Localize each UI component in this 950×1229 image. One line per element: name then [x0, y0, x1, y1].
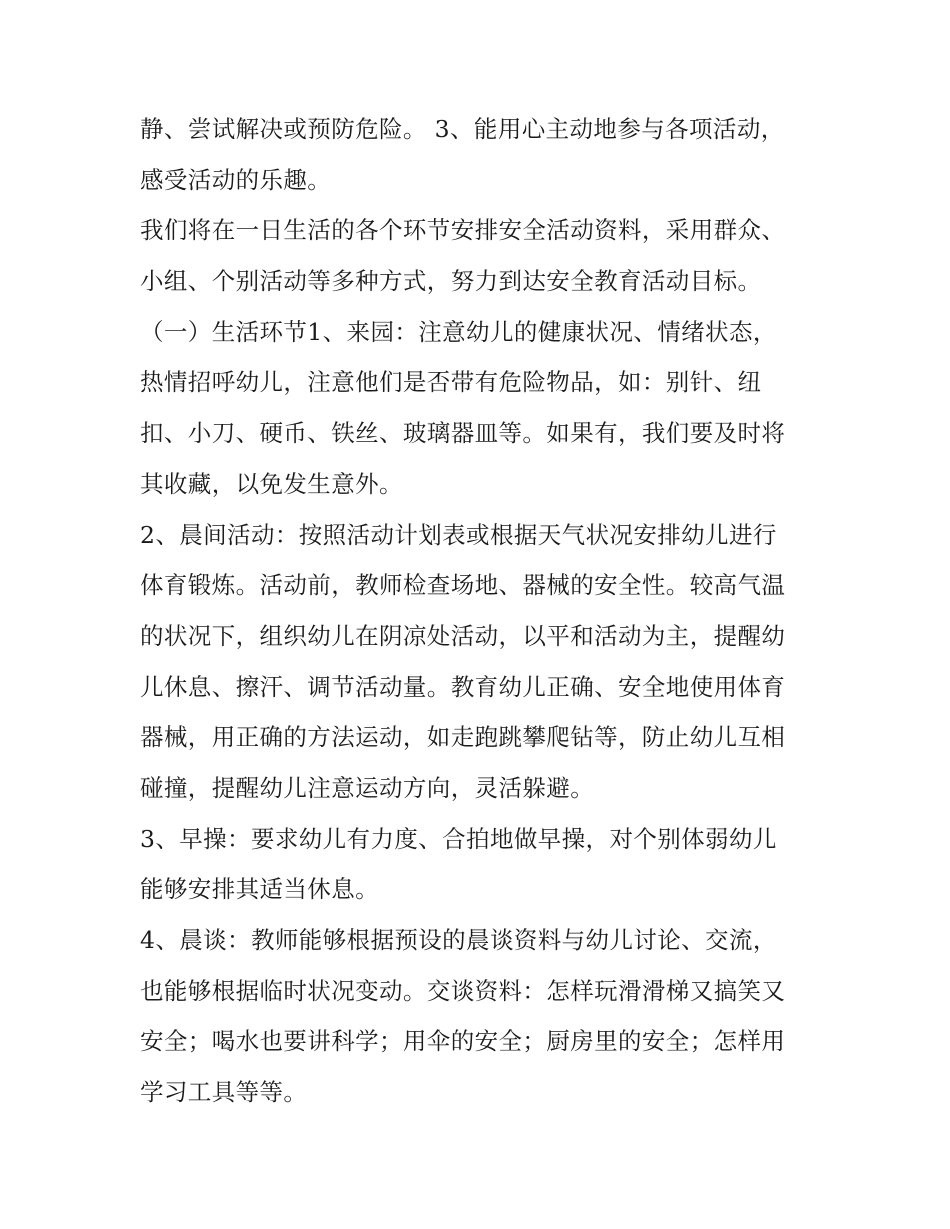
text-line: 3、早操：要求幼儿有力度、合拍地做早操，对个别体弱幼儿 [140, 824, 777, 853]
text-line: 也能够根据临时状况变动。交谈资料：怎样玩滑滑梯又搞笑又 [140, 976, 786, 1005]
text-line: 学习工具等等。 [140, 1078, 308, 1107]
text-line: 静、尝试解决或预防危险。 3、能用心主动地参与各项活动， [140, 115, 785, 143]
text-line: （一）生活环节1、来园：注意幼儿的健康状况、情绪状态， [140, 317, 777, 346]
text-line: 我们将在一日生活的各个环节安排安全活动资料，采用群众、 [140, 216, 786, 245]
text-line: 能够安排其适当休息。 [140, 875, 379, 904]
text-line: 体育锻炼。活动前，教师检查场地、器械的安全性。较高气温 [140, 571, 786, 600]
text-line: 安全；喝水也要讲科学；用伞的安全；厨房里的安全；怎样用 [140, 1027, 786, 1056]
text-line: 小组、个别活动等多种方式，努力到达安全教育活动目标。 [140, 267, 762, 296]
text-line: 感受活动的乐趣。 [140, 165, 332, 194]
text-line: 儿休息、擦汗、调节活动量。教育幼儿正确、安全地使用体育 [140, 672, 786, 701]
text-line: 4、晨谈：教师能够根据预设的晨谈资料与幼儿讨论、交流， [140, 926, 777, 954]
text-line: 碰撞，提醒幼儿注意运动方向，灵活躲避。 [140, 773, 595, 802]
text-line: 2、晨间活动：按照活动计划表或根据天气状况安排幼儿进行 [140, 520, 777, 549]
text-line: 器械，用正确的方法运动，如走跑跳攀爬钻等，防止幼儿互相 [140, 723, 786, 752]
text-line: 热情招呼幼儿，注意他们是否带有危险物品，如：别针、纽 [140, 368, 762, 397]
text-line: 的状况下，组织幼儿在阴凉处活动，以平和活动为主，提醒幼 [140, 621, 786, 650]
document-body [140, 104, 820, 1118]
text-line: 扣、小刀、硬币、铁丝、玻璃器皿等。如果有，我们要及时将 [140, 419, 786, 448]
text-line: 其收藏，以免发生意外。 [140, 469, 403, 498]
